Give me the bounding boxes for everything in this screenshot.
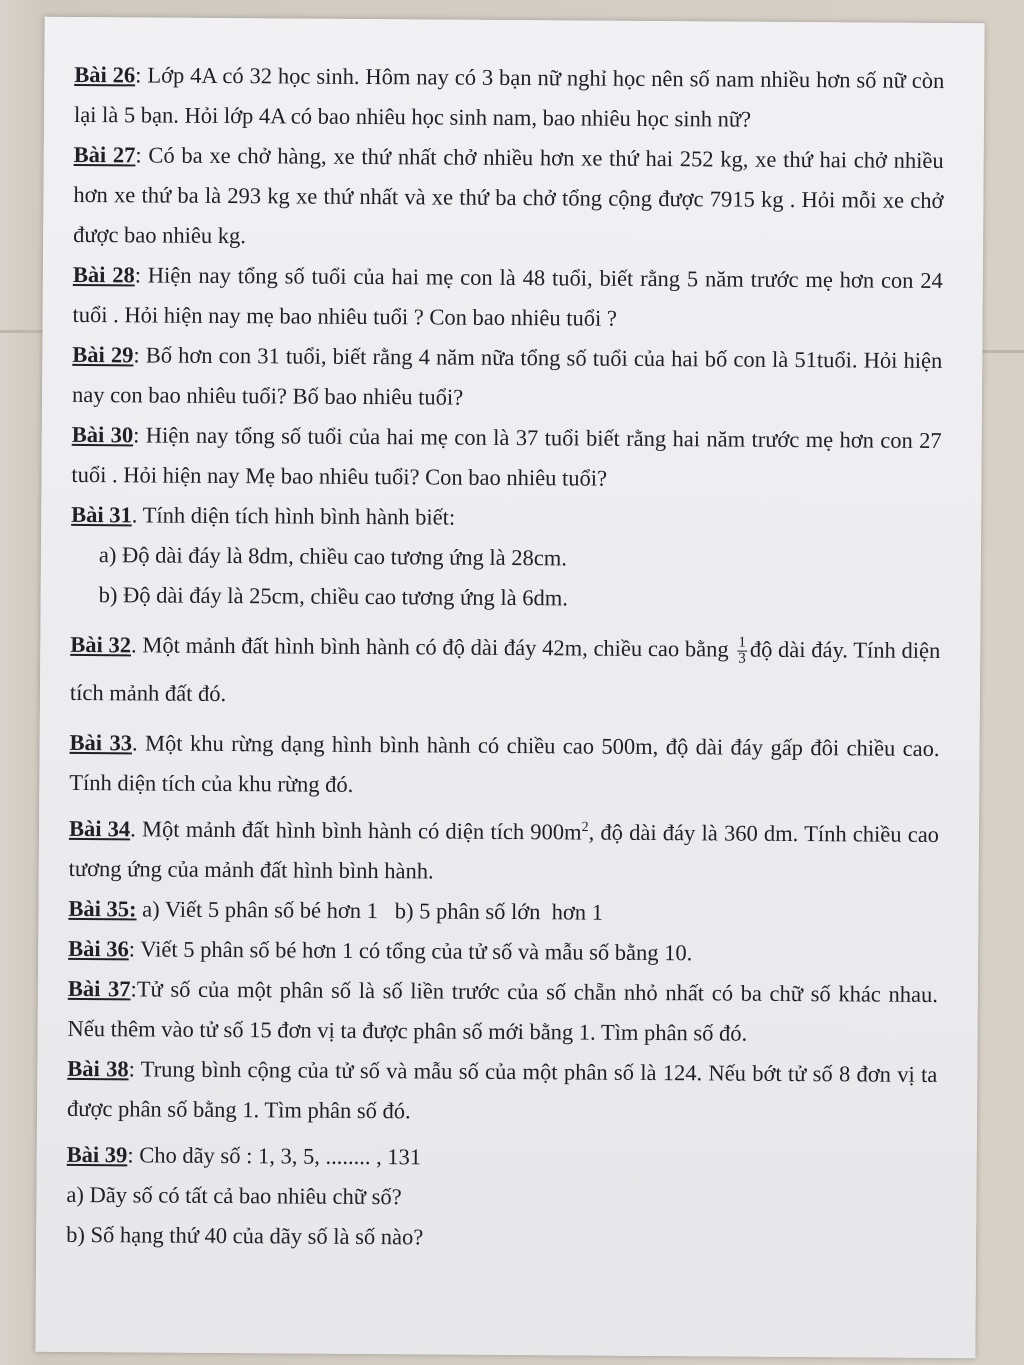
problem-text: độ dài đáy. Tính diện tích mảnh đất đó. <box>69 636 941 707</box>
problem-label: Bài 29 <box>72 341 134 368</box>
problem-label: Bài 26 <box>74 61 136 88</box>
problem-34 <box>69 809 940 895</box>
superscript: 2 <box>581 820 589 836</box>
problem-30 <box>71 415 942 501</box>
problem-39 <box>67 1135 937 1181</box>
problem-label: Bài 32 <box>70 631 132 658</box>
problem-31-part-a: a) Độ dài đáy là 8dm, chiều cao tương ứng là 28cm. <box>98 542 568 571</box>
problem-text: : Lớp 4A có 32 học sinh. Hôm nay có 3 bạn nữ nghỉ học nên số nam nhiều hơn số nữ còn lại là 5 bạn. Hỏi lớp 4A có bao nhiêu học sinh nam, bao nhiêu học sinh nữ? <box>73 62 945 132</box>
problem-text: . Một khu rừng dạng hình bình hành có chiều cao 500m, độ dài đáy gấp đôi chiều cao. Tính diện tích của khu rừng đó. <box>69 730 940 797</box>
problem-label: Bài 28 <box>72 261 135 288</box>
problem-31-part-b: b) Độ dài đáy là 25cm, chiều cao tương ứng là 6dm. <box>98 582 569 611</box>
problem-text: a) Viết 5 phân số bé hơn 1 b) 5 phân số lớn hơn 1 <box>136 896 604 925</box>
problem-26 <box>74 55 945 141</box>
problem-text: . Một mảnh đất hình bình hành có độ dài đáy 42m, chiều cao bằng <box>130 632 729 662</box>
problem-38 <box>67 1049 938 1135</box>
fraction-numerator: 1 <box>738 634 746 651</box>
problem-text: : Hiện nay tổng số tuổi của hai mẹ con là 48 tuổi, biết rằng 5 năm trước mẹ hơn con 24 tuổi . Hỏi hiện nay mẹ bao nhiêu tuổi ? Con bao nhiêu tuổi ? <box>72 262 943 331</box>
problem-label: Bài 37 <box>67 975 131 1002</box>
paper-sheet <box>35 17 984 1359</box>
problem-text: : Trung bình cộng của tử số và mẫu số của một phân số là 124. Nếu bớt tử số 8 đơn vị ta được phân số bằng 1. Tìm phân số đó. <box>66 1056 938 1124</box>
problem-35 <box>68 889 938 935</box>
problem-label: Bài 34 <box>68 815 131 842</box>
problem-27 <box>73 135 944 261</box>
problem-28 <box>72 255 943 341</box>
problem-32 <box>70 621 941 723</box>
problem-label: Bài 30 <box>71 421 134 448</box>
problem-text: :Tử số của một phân số là số liền trước của số chẵn nhỏ nhất có ba chữ số khác nhau. Nếu thêm vào tử số 15 đơn vị ta được phân số mới bằng 1. Tìm phân số đó. <box>67 976 938 1046</box>
problem-36 <box>68 929 938 975</box>
problem-text: . Tính diện tích hình bình hành biết: <box>131 502 456 530</box>
problem-37 <box>67 969 938 1055</box>
problem-label: Bài 31 <box>71 501 132 528</box>
problem-text: , độ dài đáy là 360 dm. Tính chiều cao tương ứng của mảnh đất hình bình hành. <box>68 819 940 884</box>
problem-text: : Hiện nay tổng số tuổi của hai mẹ con là 37 tuổi biết rằng hai năm trước mẹ hơn con 27 tuổi . Hỏi hiện nay Mẹ bao nhiêu tuổi? Con bao nhiêu tuổi? <box>71 422 942 491</box>
problem-label: Bài 36 <box>68 935 129 962</box>
fraction-denominator: 3 <box>738 650 746 667</box>
problem-39-part-a: a) Dãy số có tất cả bao nhiêu chữ số? <box>66 1181 402 1210</box>
problem-label: Bài 39 <box>66 1141 128 1168</box>
problem-text: : Có ba xe chở hàng, xe thứ nhất chở nhiều hơn xe thứ hai 252 kg, xe thứ hai chở nhiều hơn xe thứ ba là 293 kg xe thứ nhất và xe thứ ba chở tổng cộng được 7915 kg . Hỏi mỗi xe chở được bao nhiêu kg. <box>73 142 944 249</box>
problem-text: : Viết 5 phân số bé hơn 1 có tổng của tử số và mẫu số bằng 10. <box>128 936 693 966</box>
problem-text: : Cho dãy số : 1, 3, 5, ........ , 131 <box>127 1142 422 1170</box>
problem-text: : Bố hơn con 31 tuổi, biết rằng 4 năm nữa tổng số tuổi của hai bố con là 51tuổi. Hỏi hiện nay con bao nhiêu tuổi? Bố bao nhiêu tuổi? <box>71 342 943 410</box>
problem-39-part-b: b) Số hạng thứ 40 của dãy số là số nào? <box>66 1221 424 1250</box>
problem-label: Bài 38 <box>67 1055 129 1082</box>
worksheet-content <box>66 55 944 1261</box>
problem-label: Bài 33 <box>69 729 133 756</box>
problem-29 <box>72 335 943 421</box>
fraction <box>737 636 747 667</box>
problem-31 <box>71 495 941 541</box>
problem-text: . Một mảnh đất hình bình hành có diện tích 900m <box>130 816 582 845</box>
problem-label: Bài 27 <box>73 141 136 168</box>
problem-33 <box>69 723 940 809</box>
problem-label: Bài 35: <box>68 895 137 922</box>
